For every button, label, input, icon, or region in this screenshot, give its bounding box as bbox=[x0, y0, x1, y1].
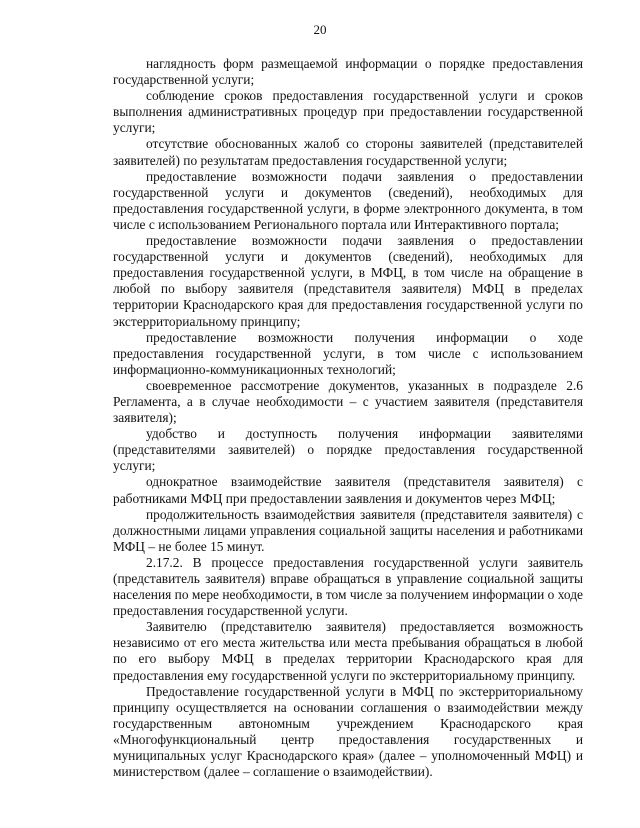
paragraph-section-2-17-2: 2.17.2. В процессе предоставления государственной услуги заявитель (представитель заявителя) вправе обращаться в управление социальной защиты населения по мере необходимости, в том числе за получением информации о ходе предоставления государственной услуги. bbox=[113, 554, 583, 619]
paragraph-any-mfc-choice: Заявителю (представителю заявителя) предоставляется возможность независимо от его места жительства или места пребывания обращаться в любой по его выбору МФЦ в пределах территории Краснодарского края для предоставления ему государственной услуги по экстерриториальному принципу. bbox=[113, 619, 583, 683]
paragraph-convenience: удобство и доступность получения информации заявителями (представителями заявителей) о порядке предоставления государственной услуги; bbox=[113, 426, 583, 474]
paragraph-interaction-duration: продолжительность взаимодействия заявителя (представителя заявителя) с должностными лицами управления социальной защиты населения и работниками МФЦ – не более 15 минут. bbox=[113, 506, 583, 554]
paragraph-progress-information: предоставление возможности получения информации о ходе предоставления государственной услуги, в том числе с использованием информационно-коммуникационных технологий; bbox=[113, 329, 583, 377]
paragraph-visibility-of-forms: наглядность форм размещаемой информации о порядке предоставления государственной услуги; bbox=[113, 56, 583, 88]
paragraph-electronic-submission: предоставление возможности подачи заявления о предоставлении государственной услуги и документов (сведений), необходимых для предоставления государственной услуги, в форме электронного документа, в том числе с использованием Регионального портала или Интерактивного портала; bbox=[113, 168, 583, 232]
page-number: 20 bbox=[313, 22, 327, 37]
paragraph-compliance-with-deadlines: соблюдение сроков предоставления государственной услуги и сроков выполнения административных процедур при предоставлении государственной услуги; bbox=[113, 88, 583, 136]
paragraph-timely-review: своевременное рассмотрение документов, указанных в подразделе 2.6 Регламента, а в случае необходимости – с участием заявителя (представителя заявителя); bbox=[113, 377, 583, 426]
document-body bbox=[113, 56, 583, 780]
paragraph-extraterritorial-agreement: Предоставление государственной услуги в МФЦ по экстерриториальному принципу осуществляется на основании соглашения о взаимодействии между государственным автономным учреждением Краснодарского края «Многофункциональный центр предоставления государственных и муниципальных услуг Краснодарского края» (далее – уполномоченный МФЦ) и министерством (далее – соглашение о взаимодействии). bbox=[113, 683, 583, 780]
paragraph-mfc-submission: предоставление возможности подачи заявления о предоставлении государственной услуги и документов (сведений), необходимых для предоставления государственной услуги, в МФЦ, в том числе на обращение в любой по выбору заявителя (представителя заявителя) МФЦ в пределах территории Краснодарского края для предоставления государственной услуги по экстерриториальному принципу; bbox=[113, 233, 583, 329]
paragraph-single-interaction: однократное взаимодействие заявителя (представителя заявителя) с работниками МФЦ при предоставлении заявления и документов через МФЦ; bbox=[113, 474, 583, 506]
paragraph-absence-of-complaints: отсутствие обоснованных жалоб со стороны заявителей (представителей заявителей) по результатам предоставления государственной услуги; bbox=[113, 136, 583, 168]
